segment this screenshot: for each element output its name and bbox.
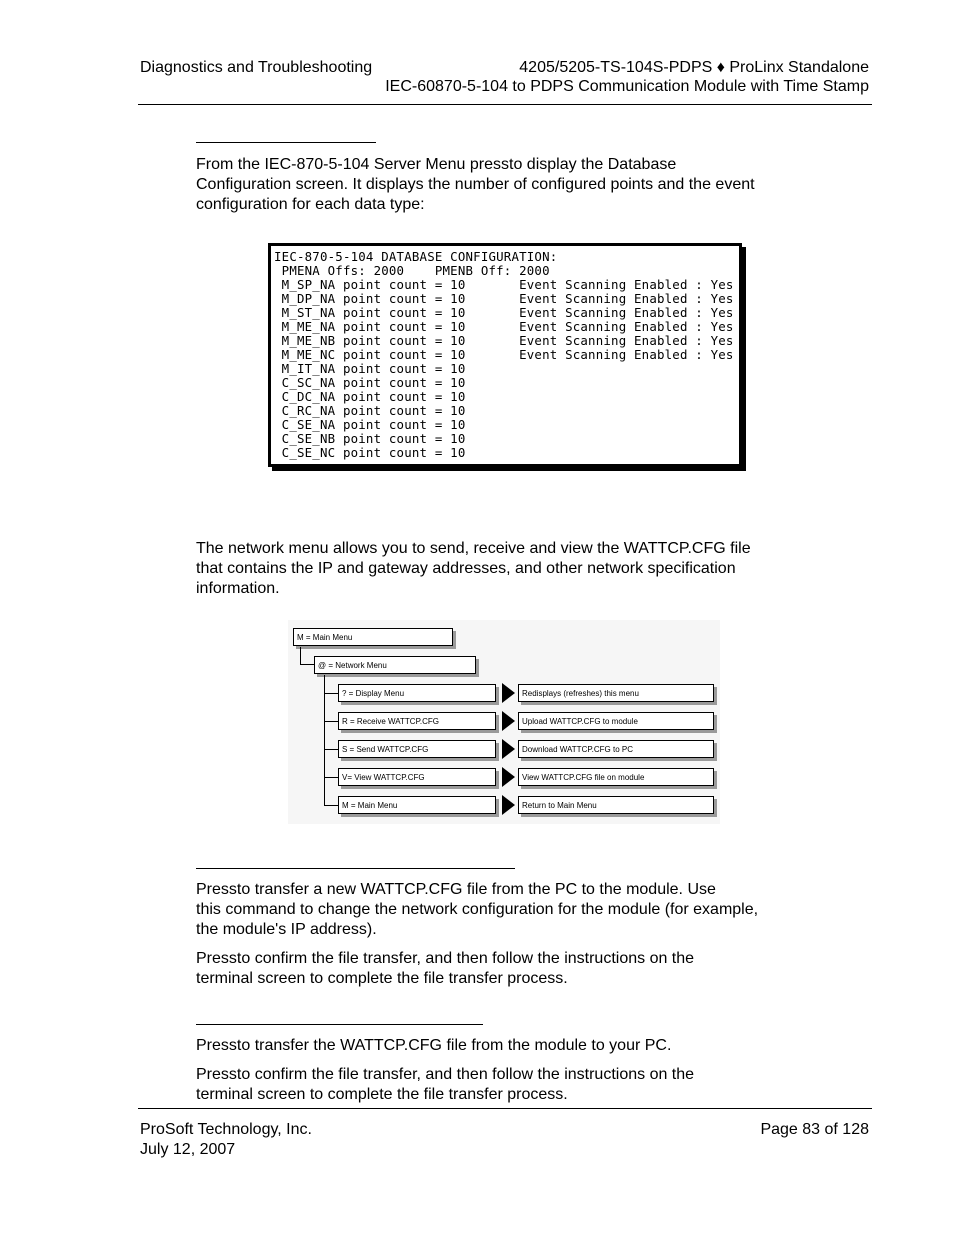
connector-line: [324, 777, 338, 778]
network-intro-paragraph: [196, 539, 816, 599]
network-intro-line3: information.: [196, 580, 280, 597]
network-intro-line1: The network menu allows you to send, receive and view the WATTCP.CFG file: [196, 540, 751, 557]
footer-date: July 12, 2007: [140, 1141, 236, 1158]
terminal-line: C_DC_NA point count = 10: [274, 389, 466, 404]
transfer-to-module-p2-line2: terminal screen to complete the file transfer process.: [196, 970, 568, 987]
diagram-network-menu-box: @ = Network Menu: [314, 656, 476, 674]
arrow-icon: [502, 711, 515, 731]
diagram-cmd-view: V= View WATTCP.CFG: [338, 768, 496, 786]
connector-line: [324, 721, 338, 722]
terminal-line: M_IT_NA point count = 10: [274, 361, 466, 376]
transfer-to-module-p1-line2: this command to change the network configuration for the module (for example,: [196, 901, 759, 918]
press-word: Press: [196, 881, 237, 898]
transfer-to-module-p2-text: to confirm the file transfer, and then follow the instructions on the: [236, 950, 695, 967]
connector-line: [324, 805, 338, 806]
transfer-to-module-p1-text: to transfer a new WATTCP.CFG file from the PC to the module. Use: [236, 881, 716, 898]
transfer-to-module-p1-line3: the module's IP address).: [196, 921, 377, 938]
terminal-line: M_ME_NC point count = 10 Event Scanning Enabled : Yes: [274, 347, 734, 362]
transfer-to-pc-p2: [196, 1065, 816, 1105]
press-word: Press: [196, 1037, 237, 1054]
connector-line: [300, 664, 314, 665]
terminal-line: C_RC_NA point count = 10: [274, 403, 466, 418]
diagram-desc-view: View WATTCP.CFG file on module: [518, 768, 714, 786]
diagram-cmd-main-menu: M = Main Menu: [338, 796, 496, 814]
connector-line: [324, 693, 338, 694]
connector-line: [300, 647, 301, 664]
diagram-main-menu-box: M = Main Menu: [293, 628, 453, 646]
footer-page-number: Page 83 of 128: [760, 1121, 869, 1138]
db-config-line2: Configuration screen. It displays the number of configured points and the event: [196, 176, 755, 193]
terminal-line: M_SP_NA point count = 10 Event Scanning Enabled : Yes: [274, 277, 734, 292]
diagram-cmd-send: S = Send WATTCP.CFG: [338, 740, 496, 758]
database-config-terminal: [268, 243, 742, 467]
connector-line: [324, 675, 325, 806]
section-heading-rule: [196, 142, 376, 143]
diagram-desc-send: Download WATTCP.CFG to PC: [518, 740, 714, 758]
arrow-icon: [502, 767, 515, 787]
section-heading-rule: [196, 868, 515, 869]
transfer-to-module-p1: [196, 880, 816, 940]
press-word: Press: [196, 1066, 237, 1083]
footer-rule: [138, 1108, 872, 1109]
db-config-text-a: From the IEC-870-5-104 Server Menu press: [196, 156, 510, 173]
section-heading-rule: [196, 1024, 483, 1025]
diagram-desc-main-menu: Return to Main Menu: [518, 796, 714, 814]
db-config-paragraph: [196, 155, 816, 215]
transfer-to-pc-p1: [196, 1036, 816, 1056]
diagram-cmd-display-menu: ? = Display Menu: [338, 684, 496, 702]
footer-company: ProSoft Technology, Inc.: [140, 1121, 312, 1138]
terminal-line: C_SE_NA point count = 10: [274, 417, 466, 432]
header-product-line1: 4205/5205-TS-104S-PDPS ♦ ProLinx Standalone: [519, 59, 869, 76]
transfer-to-pc-p2-line2: terminal screen to complete the file transfer process.: [196, 1086, 568, 1103]
terminal-line: IEC-870-5-104 DATABASE CONFIGURATION:: [274, 249, 558, 264]
diagram-desc-receive: Upload WATTCP.CFG to module: [518, 712, 714, 730]
diagram-cmd-receive: R = Receive WATTCP.CFG: [338, 712, 496, 730]
arrow-icon: [502, 795, 515, 815]
network-intro-line2: that contains the IP and gateway addresses, and other network specification: [196, 560, 736, 577]
terminal-line: M_ME_NA point count = 10 Event Scanning Enabled : Yes: [274, 319, 734, 334]
header-rule: [138, 104, 872, 105]
transfer-to-module-p2: [196, 949, 816, 989]
network-menu-diagram: [288, 620, 720, 824]
transfer-to-pc-p1-text: to transfer the WATTCP.CFG file from the module to your PC.: [236, 1037, 672, 1054]
terminal-text: [271, 246, 739, 460]
diagram-desc-display-menu: Redisplays (refreshes) this menu: [518, 684, 714, 702]
terminal-line: M_ME_NB point count = 10 Event Scanning Enabled : Yes: [274, 333, 734, 348]
transfer-to-pc-p2-text: to confirm the file transfer, and then follow the instructions on the: [236, 1066, 695, 1083]
connector-line: [324, 749, 338, 750]
db-config-line3: configuration for each data type:: [196, 196, 425, 213]
terminal-line: M_DP_NA point count = 10 Event Scanning Enabled : Yes: [274, 291, 734, 306]
terminal-line: C_SE_NC point count = 10: [274, 445, 466, 460]
header-product-line2: IEC-60870-5-104 to PDPS Communication Module with Time Stamp: [385, 78, 869, 95]
terminal-line: PMENA Offs: 2000 PMENB Off: 2000: [274, 263, 550, 278]
header-section-title: Diagnostics and Troubleshooting: [140, 59, 373, 76]
arrow-icon: [502, 683, 515, 703]
terminal-line: C_SC_NA point count = 10: [274, 375, 466, 390]
press-word: Press: [196, 950, 237, 967]
db-config-text-b: to display the Database: [509, 156, 677, 173]
terminal-line: M_ST_NA point count = 10 Event Scanning Enabled : Yes: [274, 305, 734, 320]
arrow-icon: [502, 739, 515, 759]
terminal-line: C_SE_NB point count = 10: [274, 431, 466, 446]
